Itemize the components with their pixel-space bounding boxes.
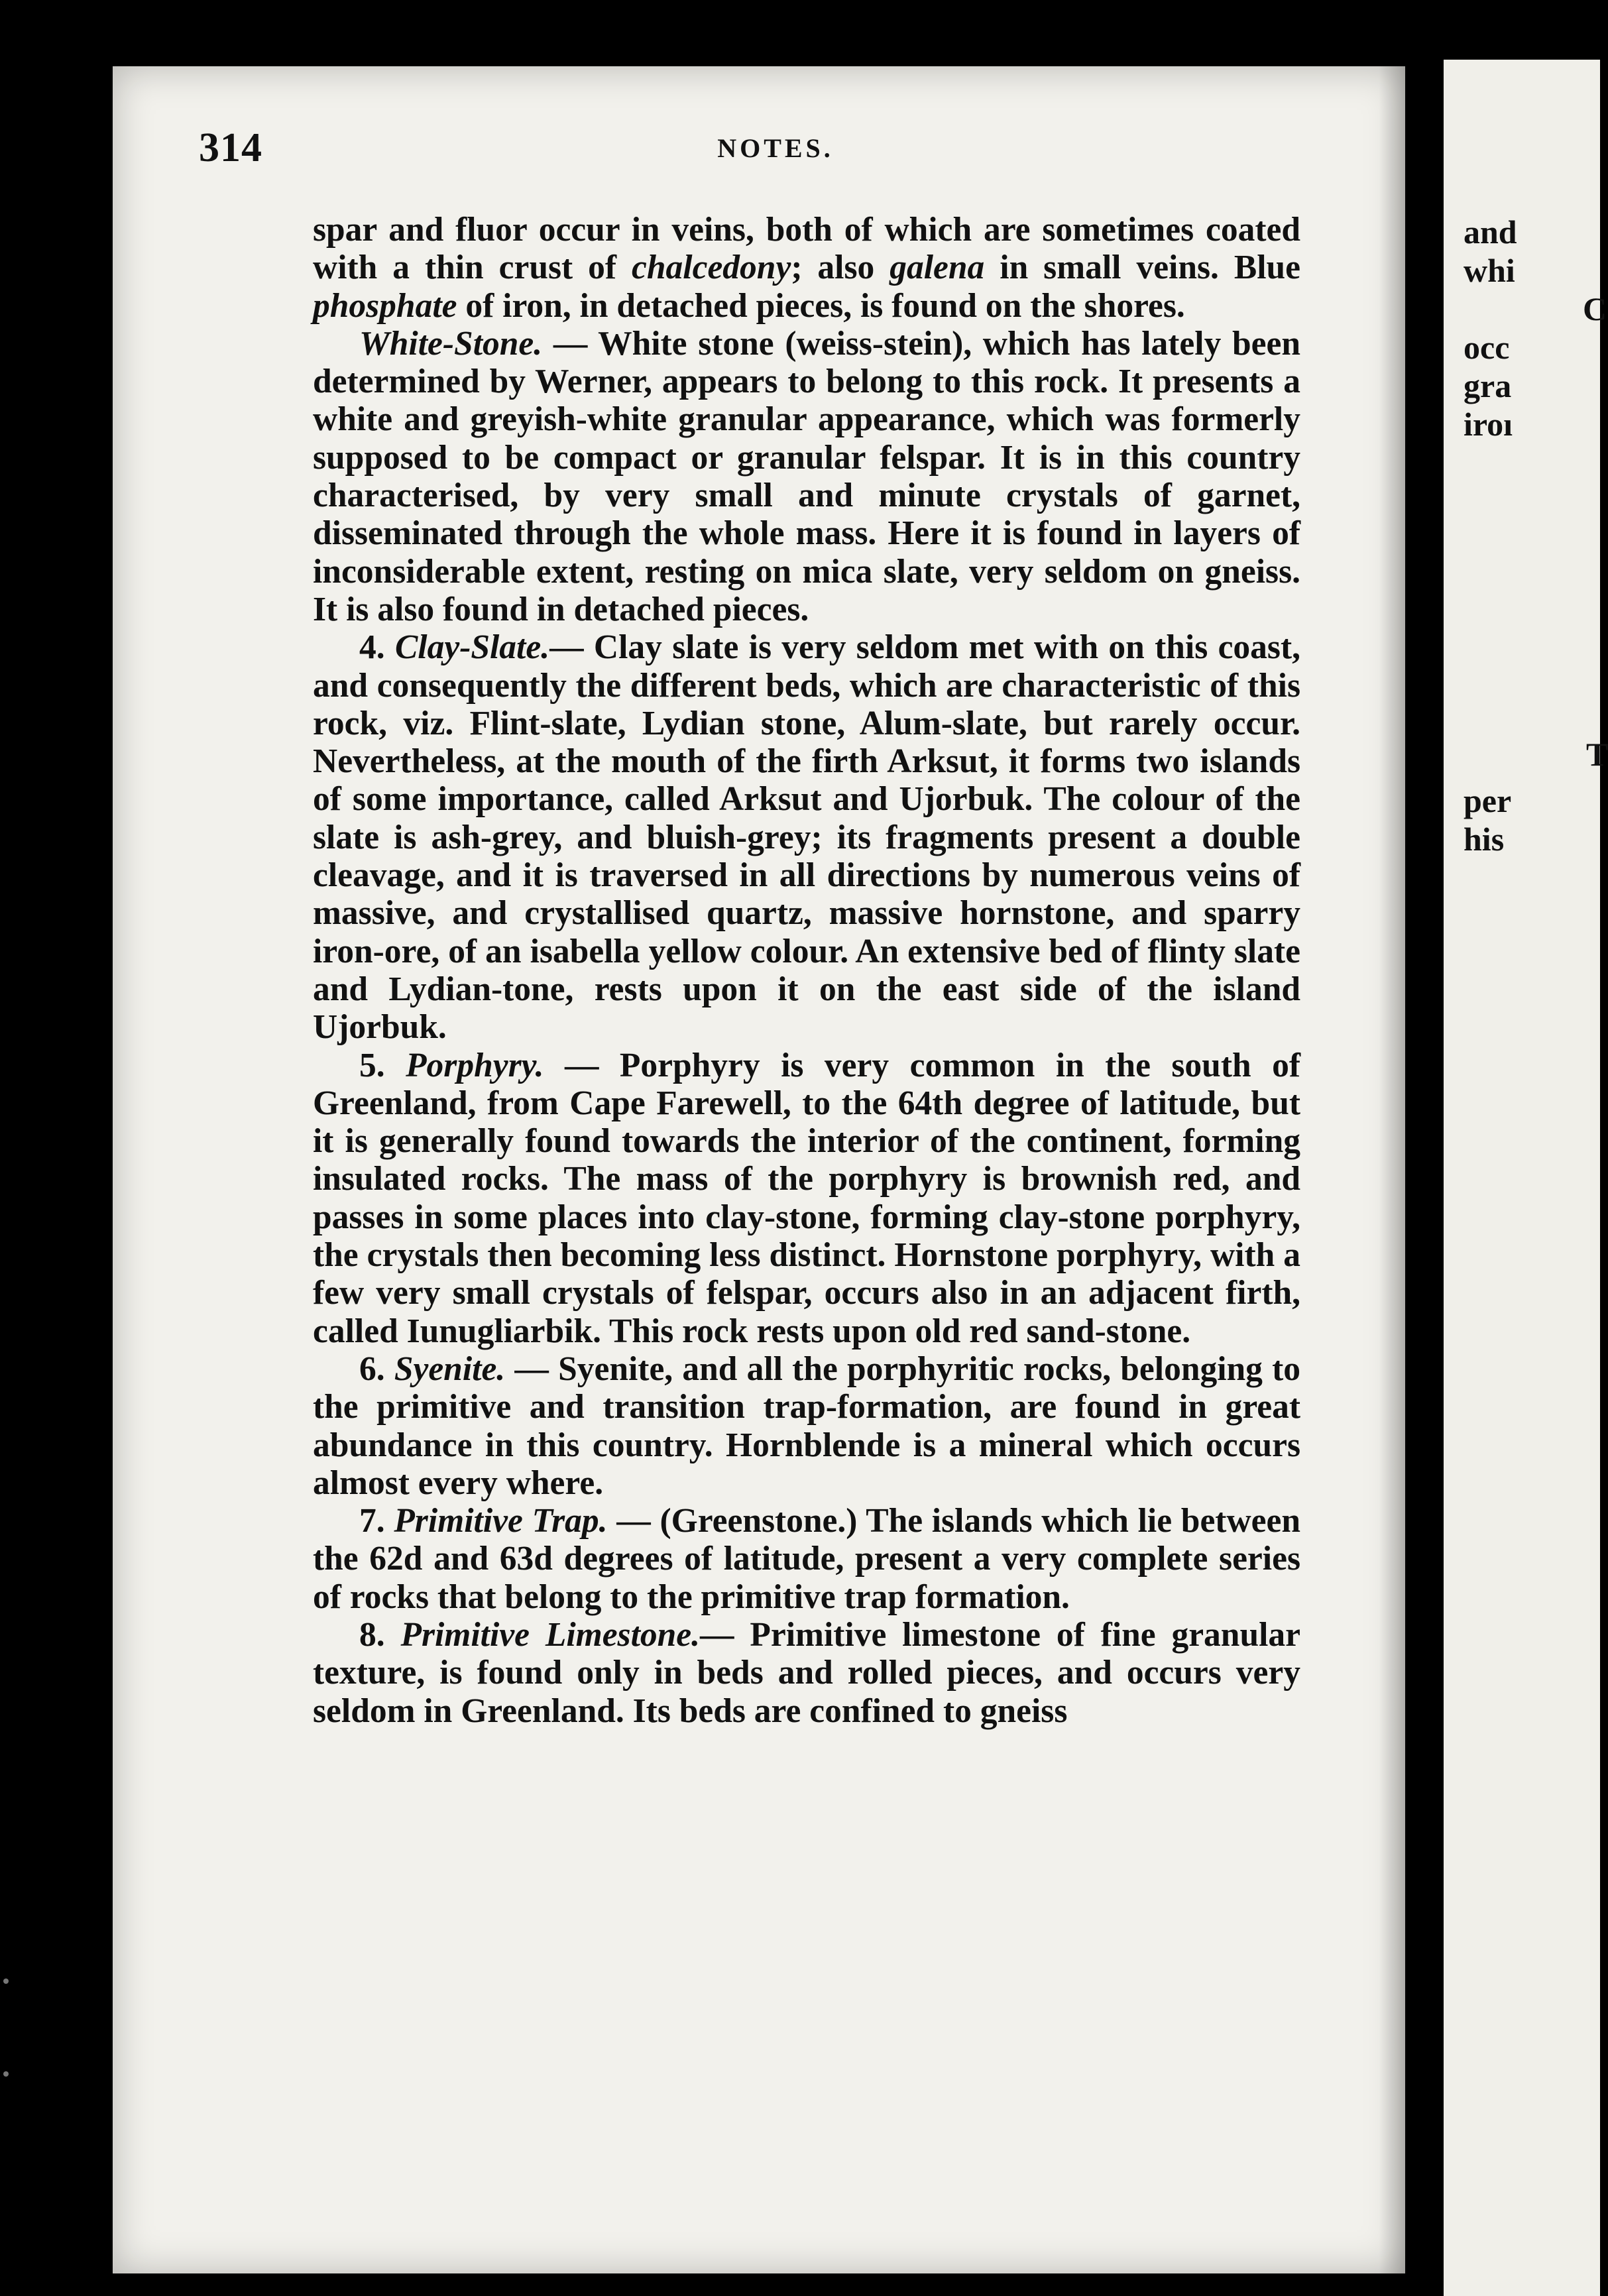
section-heading: Porphyry.	[406, 1046, 544, 1084]
page-header	[199, 125, 1299, 171]
paragraph-clay-slate: 4. Clay-Slate.— Clay slate is very seldom met with on this coast, and consequently the different beds, which are characteristic of this rock, viz. Flint-slate, Lydian stone, Alum-slate, but rarely occur. Nevertheless, at the mouth of the firth Arksut, it forms two islands of some importance, called Arksut and Ujorbuk. The colour of the slate is ash-grey, and bluish-grey; its fragments present a double cleavage, and it is traversed in all directions by numerous veins of massive, and crystallised quartz, massive hornstone, and sparry iron-ore, of an isabella yellow colour. An extensive bed of flinty slate and Lydian-tone, rests upon it on the east side of the island Ujorbuk.	[313, 628, 1300, 1047]
fragment-line: iroı	[1464, 406, 1513, 443]
paragraph-primitive-limestone: 8. Primitive Limestone.— Primitive limestone of fine granular texture, is found only in beds and rolled pieces, and occurs very seldom in Greenland. Its beds are confined to gneiss	[313, 1615, 1301, 1730]
section-heading: Primitive Trap.	[394, 1502, 608, 1540]
page-text	[313, 211, 1300, 1730]
paragraph-porphyry: 5. Porphyry. — Porphyry is very common in the south of Greenland, from Cape Farewell, to the 64th degree of latitude, but it is generally found towards the interior of the continent, forming insulated rocks. The mass of the porphyry is brownish red, and passes in some places into clay-stone, forming clay-stone porphyry, the crystals then becoming less distinct. Hornstone porphyry, with a few very small crystals of felspar, occurs also in an adjacent firth, called Iunugliarbik. This rock rests upon old red sand-stone.	[313, 1046, 1300, 1350]
binding-mark	[3, 1979, 9, 1984]
fragment-line: gra	[1464, 367, 1512, 404]
paragraph-primitive-trap: 7. Primitive Trap. — (Greenstone.) The islands which lie between the 62d and 63d degrees of latitude, present a very complete series of rocks that belong to the primitive trap formation.	[313, 1502, 1300, 1616]
fragment-line: T	[1586, 736, 1608, 773]
paragraph-continuation: spar and fluor occur in veins, both of which are sometimes coated with a thin crust of chalcedony; also galena in small veins. Blue phosphate of iron, in detached pieces, is found on the shores.	[313, 211, 1301, 325]
page-number: 314	[199, 125, 262, 170]
paragraph-syenite: 6. Syenite. — Syenite, and all the porphyritic rocks, belonging to the primitive and transition trap-formation, are found in great abundance in this country. Hornblende is a mineral which occurs almost every where.	[313, 1349, 1301, 1502]
section-heading: Syenite.	[394, 1349, 506, 1388]
fragment-line: C	[1583, 290, 1607, 327]
section-heading: White-Stone.	[359, 324, 543, 363]
binding-mark	[3, 2071, 9, 2077]
page-edge-shadow	[1379, 66, 1405, 2273]
fragment-line: per	[1464, 782, 1512, 819]
running-head: NOTES.	[717, 133, 834, 163]
adjacent-page-edge	[1444, 60, 1608, 2296]
section-heading: Clay-Slate.	[394, 628, 550, 667]
fragment-line: whi	[1464, 252, 1515, 289]
fragment-line: his	[1464, 821, 1505, 858]
fragment-line: occ	[1464, 329, 1510, 366]
paragraph-white-stone: White-Stone. — White stone (weiss-stein), which has lately been determined by Werner, appears to belong to this rock. It presents a white and greyish-white granular appearance, which was formerly supposed to be compact or granular felspar. It is in this country characterised, by very small and minute crystals of garnet, disseminated through the whole mass. Here it is found in layers of inconsiderable extent, resting on mica slate, very seldom on gneiss. It is also found in detached pieces.	[313, 324, 1301, 628]
section-heading: Primitive Limestone.	[400, 1615, 701, 1654]
fragment-line: and	[1464, 213, 1517, 251]
